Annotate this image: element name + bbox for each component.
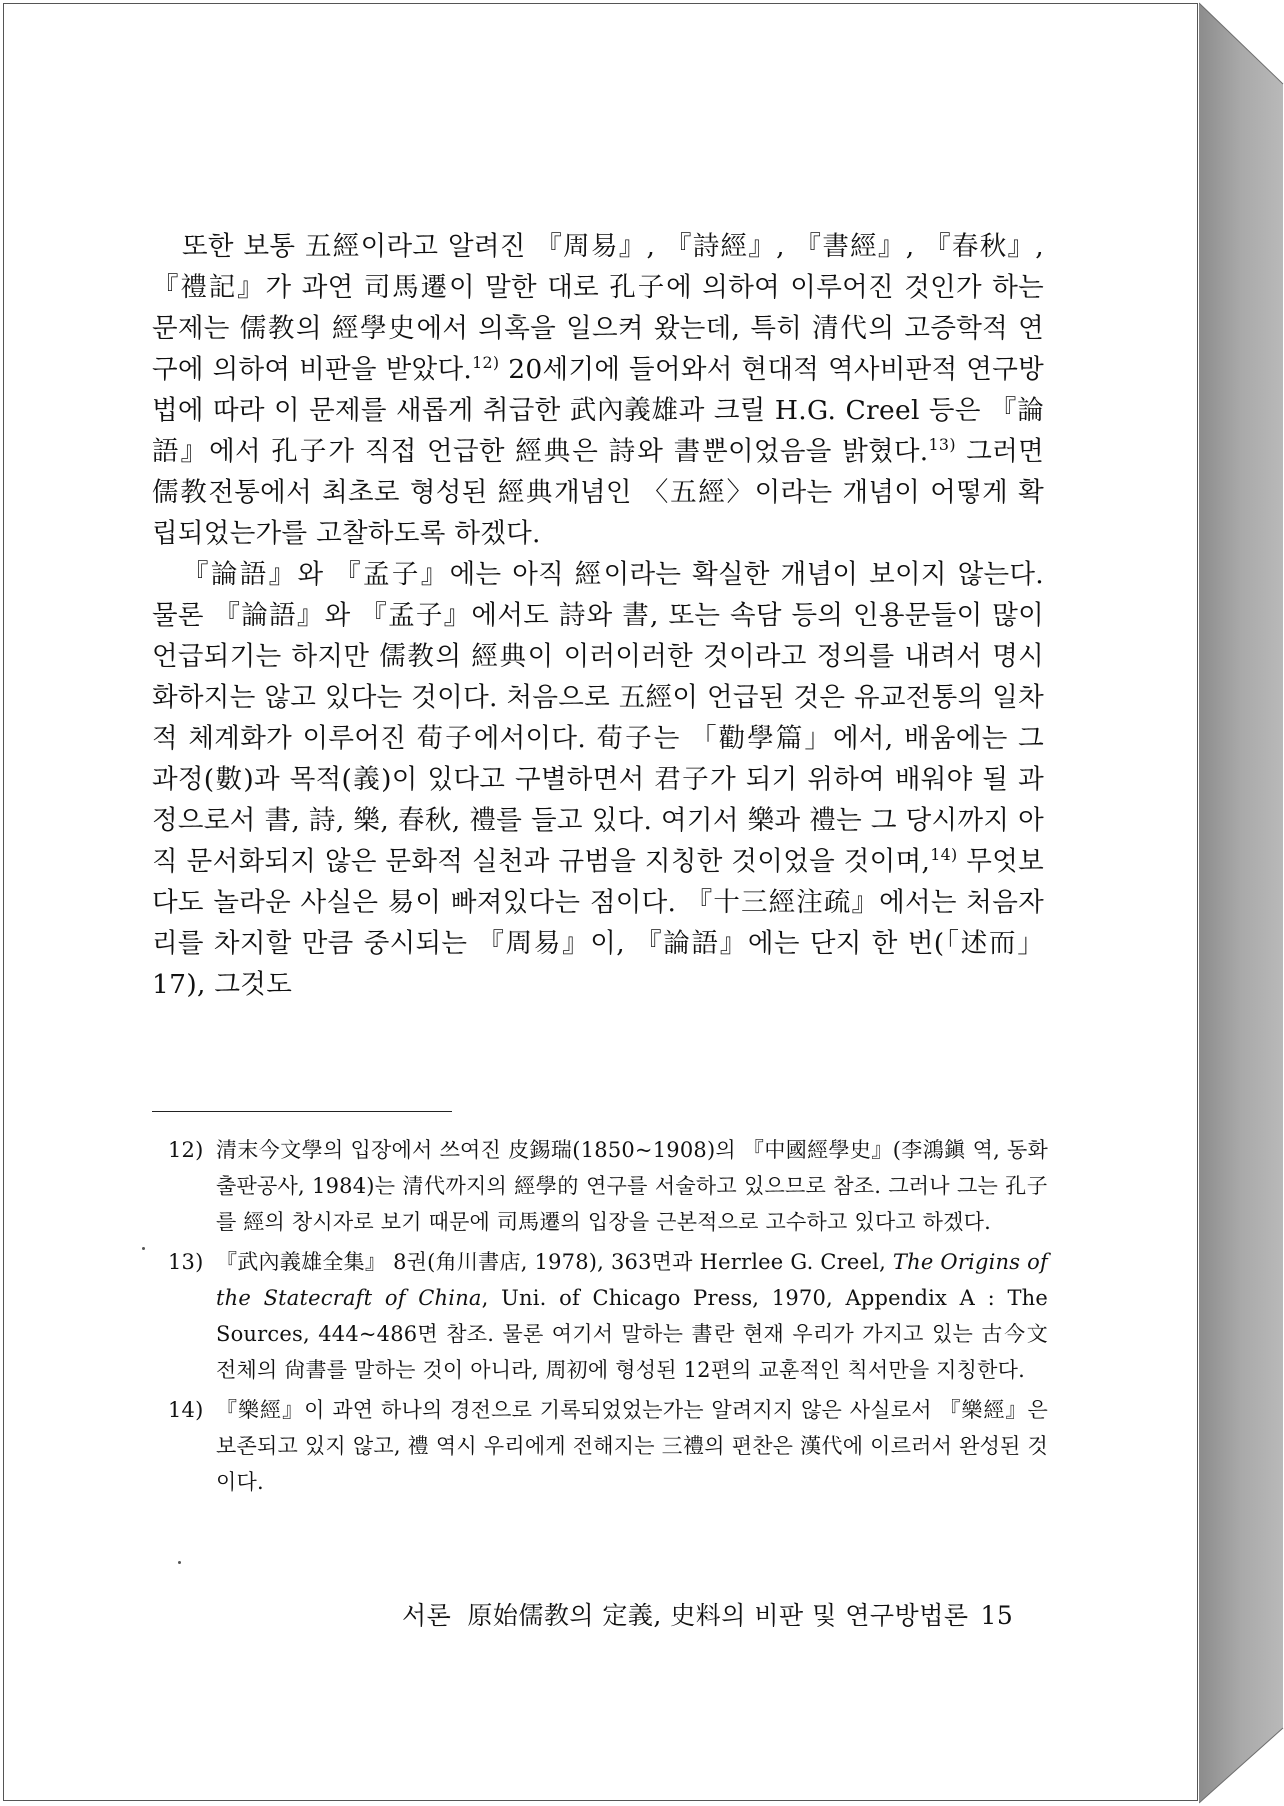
footnote-13-number: 13) (168, 1250, 204, 1274)
footnote-separator (152, 1111, 452, 1112)
body-paragraph-1 (152, 226, 1044, 554)
book-edge-shading (1199, 0, 1284, 1806)
footnote-12-number: 12) (168, 1138, 204, 1162)
footnote-ref-14: 14) (930, 845, 958, 865)
paragraph-1-text-a: 또한 보통 五經이라고 알려진 『周易』, 『詩經』, 『書經』, 『春秋』, 『禮記』가 과연 司馬遷이 말한 대로 孔子에 의하여 이루어진 것인가 하는 문제는 儒教의 經學史에서 의혹을 일으켜 왔는데, 특히 清代의 고증학적 연구에 의하여 비판을 받았다. (152, 231, 1044, 385)
scan-speck (178, 1561, 181, 1564)
footnote-13-book-title: The Origins of the Statecraft of China (216, 1250, 1048, 1310)
footnote-13-text-b: , Uni. of Chicago Press, 1970, Appendix A : The Sources, 444~486면 참조. 물론 여기서 말하는 書란 현재 우리가 가지고 있는 古今文 전체의 尙書를 말하는 것이 아니라, 周初에 형성된 12편의 교훈적인 칙서만을 지칭한다. (216, 1286, 1049, 1382)
footnote-14-text: 『樂經』이 과연 하나의 경전으로 기록되었었는가는 알려지지 않은 사실로서 『樂經』은 보존되고 있지 않고, 禮 역시 우리에게 전해지는 三禮의 편찬은 漢代에 이르러서 완성된 것이다. (216, 1398, 1048, 1494)
footnote-14-number: 14) (168, 1398, 204, 1422)
paragraph-2-text-b: 무엇보다도 놀라운 사실은 易이 빠져있다는 점이다. 『十三經注疏』에서는 처음자리를 차지할 만큼 중시되는 『周易』이, 『論語』에는 단지 한 번(「述而」 17), 그것도 (152, 846, 1044, 1000)
footnote-12 (168, 1132, 1048, 1240)
scan-speck (142, 1247, 145, 1250)
paragraph-1-text-c: 그러면 儒教전통에서 최초로 형성된 經典개념인 〈五經〉이라는 개념이 어떻게 확립되었는가를 고찰하도록 하겠다. (152, 436, 1045, 549)
main-body-text (152, 226, 1044, 1005)
footnote-ref-12: 12) (472, 353, 500, 373)
footnote-12-text: 清末今文學의 입장에서 쓰여진 皮錫瑞(1850~1908)의 『中國經學史』(李鴻鎭 역, 동화출판공사, 1984)는 清代까지의 經學的 연구를 서술하고 있으므로 참조. 그러나 그는 孔子를 經의 창시자로 보기 때문에 司馬遷의 입장을 근본적으로 고수하고 있다고 하겠다. (216, 1138, 1048, 1234)
footnotes-section (168, 1132, 1048, 1504)
footer-chapter-title: 原始儒教의 定義, 史料의 비판 및 연구방법론 (467, 1601, 969, 1630)
paragraph-1-text-b: 20세기에 들어와서 현대적 역사비판적 연구방법에 따라 이 문제를 새롭게 취급한 武內義雄과 크릴 H.G. Creel 등은 『論語』에서 孔子가 직접 언급한 經典은 詩와 書뿐이었음을 밝혔다. (152, 354, 1044, 467)
paragraph-2-text-a: 『論語』와 『孟子』에는 아직 經이라는 확실한 개념이 보이지 않는다. 물론 『論語』와 『孟子』에서도 詩와 書, 또는 속담 등의 인용문들이 많이 언급되기는 하지만 儒教의 經典이 이러이러한 것이라고 정의를 내려서 명시화하지는 않고 있다는 것이다. 처음으로 五經이 언급된 것은 유교전통의 일차적 체계화가 이루어진 荀子에서이다. 荀子는 「勸學篇」에서, 배움에는 그 과정(數)과 목적(義)이 있다고 구별하면서 君子가 되기 위하여 배워야 될 과정으로서 書, 詩, 樂, 春秋, 禮를 들고 있다. 여기서 樂과 禮는 그 당시까지 아직 문서화되지 않은 문화적 실천과 규범을 지칭한 것이었을 것이며, (152, 559, 1044, 877)
footer-section-label: 서론 (402, 1601, 452, 1630)
body-paragraph-2 (152, 554, 1044, 1005)
footnote-ref-13: 13) (928, 435, 956, 455)
running-footer (402, 1596, 1052, 1632)
footnote-14 (168, 1392, 1048, 1500)
footnote-13-text-a: 『武內義雄全集』 8권(角川書店, 1978), 363면과 Herrlee G. Creel, (216, 1250, 893, 1274)
footnote-13 (168, 1244, 1048, 1388)
page-number: 15 (980, 1601, 1014, 1630)
